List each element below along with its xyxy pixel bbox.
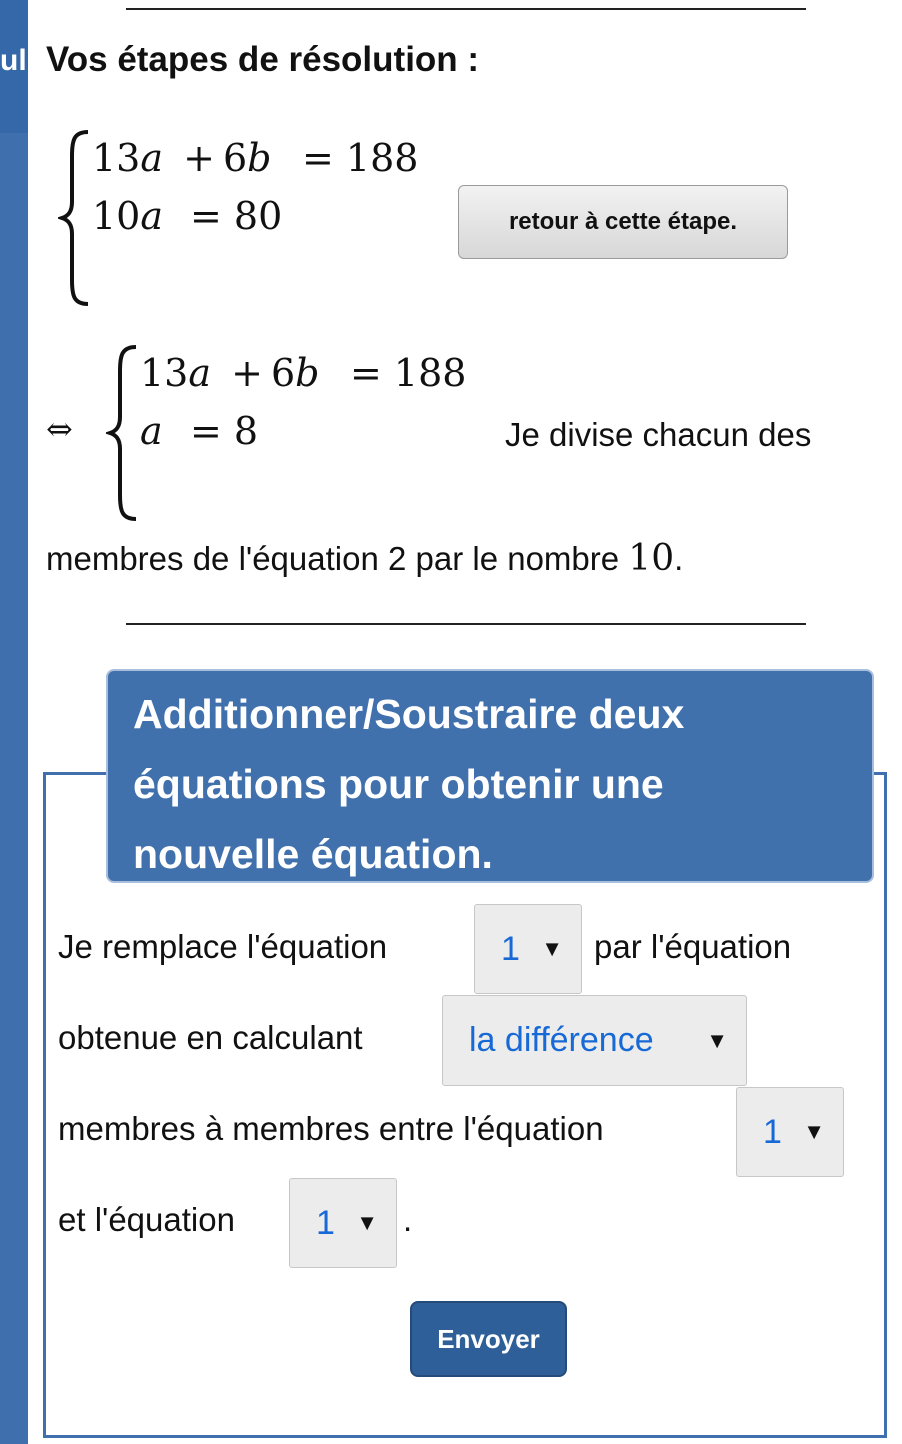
- chevron-down-icon: ▼: [356, 1210, 378, 1235]
- back-to-step-button[interactable]: retour à cette étape.: [458, 185, 788, 259]
- divider-middle: [126, 623, 806, 625]
- chevron-down-icon: ▼: [803, 1119, 825, 1144]
- steps-title: Vos étapes de résolution :: [46, 40, 480, 79]
- second-equation-select[interactable]: [289, 1178, 397, 1268]
- sentence-part-5: et l'équation: [58, 1201, 235, 1238]
- explanation-line-2: membres de l'équation 2 par le nombre 10.: [46, 538, 684, 579]
- sentence-part-2: par l'équation: [594, 928, 792, 965]
- operation-type-value: la différence: [469, 1021, 654, 1059]
- submit-button[interactable]: Envoyer: [410, 1301, 567, 1377]
- second-equation-value: 1: [316, 1203, 335, 1242]
- system2-eq1: 13a + 6b: [140, 351, 320, 395]
- system2-eq1-rhs: = 188: [350, 351, 467, 395]
- equivalence-symbol: ⇔: [46, 410, 73, 448]
- replace-equation-value: 1: [501, 929, 520, 968]
- sentence-part-3: obtenue en calculant: [58, 1019, 363, 1056]
- chevron-down-icon: ▼: [541, 936, 563, 961]
- system1-eq2: 10a: [92, 194, 164, 238]
- system1-eq1: 13a + 6b: [92, 136, 272, 180]
- operation-header-line-1: Additionner/Soustraire deux: [133, 691, 685, 737]
- sentence-part-4: membres à membres entre l'équation: [58, 1110, 604, 1147]
- first-equation-select[interactable]: [736, 1087, 844, 1177]
- system1-eq2-rhs: = 80: [190, 194, 283, 238]
- sentence-part-1: Je remplace l'équation: [58, 928, 388, 965]
- operation-header-line-3: nouvelle équation.: [133, 831, 493, 877]
- sidebar-label: ul:: [0, 44, 37, 77]
- sentence-end: .: [403, 1201, 413, 1238]
- system2-eq2: a: [140, 409, 163, 453]
- first-equation-value: 1: [763, 1112, 782, 1151]
- replace-equation-select[interactable]: [474, 904, 582, 994]
- system2-eq2-rhs: = 8: [190, 409, 259, 453]
- chevron-down-icon: ▼: [706, 1027, 728, 1053]
- explanation-line-1: Je divise chacun des: [505, 416, 812, 453]
- operation-header: [106, 669, 874, 883]
- left-sidebar: [0, 0, 28, 1444]
- operation-type-select[interactable]: [442, 995, 747, 1086]
- brace-system-2: [106, 343, 140, 523]
- operation-header-line-2: équations pour obtenir une: [133, 761, 664, 807]
- brace-system-1: [58, 128, 92, 308]
- system1-eq1-rhs: = 188: [302, 136, 419, 180]
- divider-top: [126, 8, 806, 10]
